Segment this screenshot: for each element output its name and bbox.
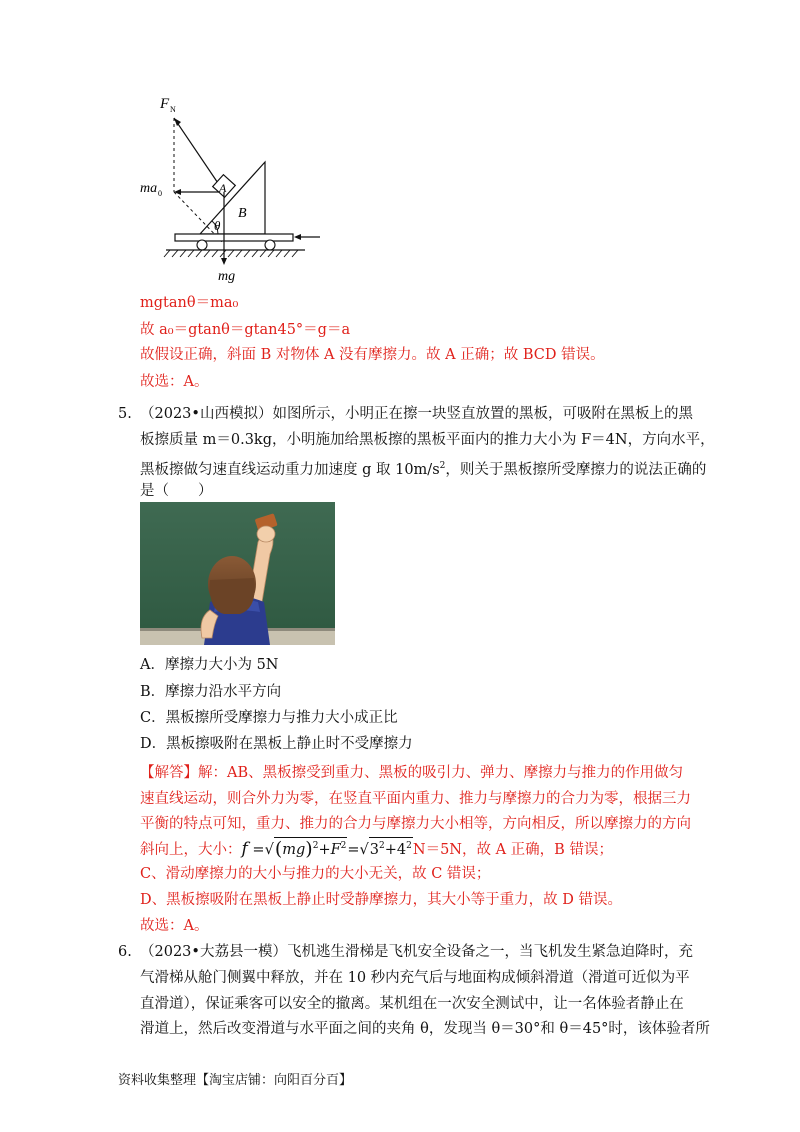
blackboard-illustration [140, 502, 335, 645]
label-a: A [219, 181, 227, 195]
q6-line-4: 滑道上，然后改变滑道与水平面之间的夹角 θ，发现当 θ＝30°和 θ＝45°时，该体验者所 [140, 1021, 710, 1037]
formula-sq-2: 2 [340, 841, 347, 852]
label-fn-sub: N [170, 105, 176, 114]
formula-plus-2: + [384, 842, 397, 858]
q5-stem-sup: 2 [439, 461, 446, 471]
cart-board [175, 234, 293, 241]
fn-arrow [174, 118, 224, 192]
q5-stem-line-2: 板擦质量 m＝0.3kg，小明施加给黑板擦的黑板平面内的推力大小为 F＝4N，方向水平， [140, 432, 715, 448]
formula-sq-3: 2 [379, 841, 385, 852]
formula-mg: mg [282, 842, 306, 858]
label-b: B [238, 206, 247, 221]
solution-line-3: 故假设正确，斜面 B 对物体 A 没有摩擦力。故 A 正确；故 BCD 错误。 [140, 347, 605, 363]
q5-answer-line-1 [140, 759, 683, 787]
answer-prefix: 斜向上，大小： [140, 842, 242, 858]
q5-number: 5. [118, 406, 132, 422]
solution-line-1: mgtanθ＝ma₀ [140, 295, 239, 311]
formula-plus-1: + [318, 842, 331, 858]
q5-stem-line-3a: 黑板擦做匀速直线运动重力加速度 g 取 10m/s [140, 461, 440, 478]
force-diagram [130, 92, 330, 287]
q5-option-a[interactable]: A．摩擦力大小为 5N [140, 657, 279, 673]
label-fn: F [160, 96, 170, 112]
q6-line-2: 气滑梯从舱门侧翼中释放，并在 10 秒内充气后与地面构成倾斜滑道（滑道可近似为平 [140, 970, 690, 986]
formula-eq2: = [347, 842, 360, 858]
q6-line-3: 直滑道），保证乘客可以安全的撤离。某机组在一次安全测试中，让一名体验者静止在 [140, 996, 684, 1012]
q5-answer-line-3: 平衡的特点可知，重力、推力的合力与摩擦力大小相等，方向相反，所以摩擦力的方向 [140, 816, 691, 832]
formula-num2: 4 [396, 842, 407, 858]
wheel-left [197, 240, 207, 250]
answer-text-1: 解：AB、黑板擦受到重力、黑板的吸引力、弹力、摩擦力与推力的作用做匀 [198, 765, 684, 781]
q5-option-c[interactable]: C．黑板擦所受摩擦力与推力大小成正比 [140, 710, 398, 726]
q5-option-d[interactable]: D．黑板擦吸附在黑板上静止时不受摩擦力 [140, 736, 413, 752]
solution-line-2: 故 a₀＝gtanθ＝gtan45°＝g＝a [140, 322, 351, 338]
q5-answer-line-6: D、黑板擦吸附在黑板上静止时受静摩擦力，其大小等于重力，故 D 错误。 [140, 892, 622, 908]
answer-tag: 【解答】 [140, 765, 198, 781]
label-mg: mg [218, 269, 236, 284]
formula-eq1: = [252, 842, 265, 858]
wedge-b [200, 162, 265, 234]
formula-sq-4: 2 [406, 841, 412, 852]
label-ma0: ma [140, 181, 158, 196]
formula-result: N＝5N，故 A 正确，B 错误； [412, 842, 613, 858]
label-ma0-sub: 0 [158, 189, 162, 198]
formula-F: F [330, 842, 341, 858]
q5-stem-line-1: （2023•山西模拟）如图所示，小明正在擦一块竖直放置的黑板，可吸附在黑板上的黑 [140, 406, 693, 422]
q5-stem-line-3b: ，则关于黑板擦所受摩擦力的说法正确的 [445, 461, 707, 478]
q5-option-b[interactable]: B．摩擦力沿水平方向 [140, 684, 282, 700]
formula-sqrt-1: $(mg)^2+F^2$ [274, 838, 347, 860]
q6-line-1: （2023•大荔县一模）飞机逃生滑梯是飞机安全设备之一，当飞机发生紧急迫降时，充 [140, 944, 693, 960]
q5-stem-line-4: 是（ ） [140, 483, 213, 499]
q5-answer-line-5: C、滑动摩擦力的大小与推力的大小无关，故 C 错误； [140, 866, 491, 882]
q6-number: 6. [118, 944, 132, 960]
q5-answer-line-4: 斜向上，大小：$f =√(mg)^2+F^2=√3^2+4^2N=5N$，故 A 正确，B 错误； [140, 838, 613, 860]
wheel-right [265, 240, 275, 250]
page-footer: 资料收集整理【淘宝店铺：向阳百分百】 [118, 1073, 353, 1088]
solution-line-4: 故选：A。 [140, 374, 209, 390]
q5-stem-line-3 [140, 452, 706, 484]
formula-sq-1: 2 [312, 841, 319, 852]
formula-num1: 3 [369, 842, 380, 858]
formula-f: f [241, 839, 248, 859]
label-theta: θ [214, 218, 221, 233]
q5-answer-line-7: 故选：A。 [140, 918, 209, 934]
formula-sqrt-2 [369, 837, 413, 858]
q5-answer-line-2: 速直线运动，则合外力为零，在竖直平面内重力、推力与摩擦力的合力为零，根据三力 [140, 791, 691, 807]
